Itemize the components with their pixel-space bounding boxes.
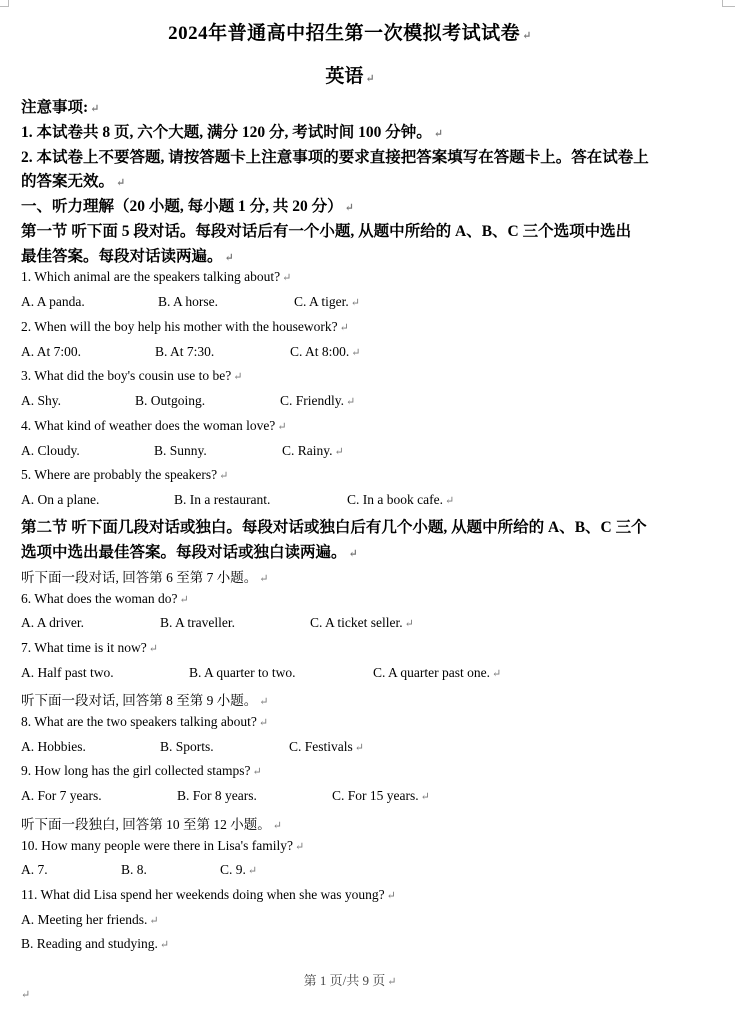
notice-item-2: 2. 本试卷上不要答题, 请按答题卡上注意事项的要求直接把答案填写在答题卡上。答在试卷上 (21, 149, 649, 166)
option-b: B. A quarter to two. (189, 665, 296, 680)
question-6: 6. What does the woman do? ↵ (21, 591, 189, 606)
option-c: C. Festivals ↵ (289, 739, 364, 754)
question-9: 9. How long has the girl collected stamps? ↵ (21, 763, 262, 778)
question-10-options (0, 862, 700, 882)
option-c: C. At 8:00. ↵ (290, 344, 361, 359)
notice-item-1: 1. 本试卷共 8 页, 六个大题, 满分 120 分, 考试时间 100 分钟。 ↵ (21, 124, 443, 141)
option-a: A. At 7:00. (21, 344, 82, 359)
page-corner-mark (0, 0, 9, 7)
option-b: B. Sunny. (154, 443, 207, 458)
part1-heading: 一、听力理解（20 小题, 每小题 1 分, 共 20 分） ↵ (21, 198, 354, 215)
option-c: C. In a book cafe. ↵ (347, 492, 455, 507)
question-4: 4. What kind of weather does the woman love? ↵ (21, 418, 287, 433)
question-9-options (0, 788, 700, 808)
option-b: B. A traveller. (160, 615, 235, 630)
option-b: B. In a restaurant. (174, 492, 271, 507)
notice-item-2-cont: 的答案无效。 ↵ (21, 173, 126, 190)
question-8: 8. What are the two speakers talking about? ↵ (21, 714, 269, 729)
option-a: A. Hobbies. (21, 739, 86, 754)
option-b: B. Reading and studying. ↵ (21, 936, 170, 951)
question-3-options (0, 393, 700, 413)
option-b: B. For 8 years. (177, 788, 257, 803)
section1-instructions-cont: 最佳答案。每段对话读两遍。 ↵ (21, 248, 234, 265)
question-10: 10. How many people were there in Lisa's family? ↵ (21, 838, 305, 853)
question-4-options (0, 443, 700, 463)
option-a: A. Cloudy. (21, 443, 80, 458)
listening-instruction: 听下面一段独白, 回答第 10 至第 12 小题。 ↵ (21, 817, 282, 832)
question-5: 5. Where are probably the speakers? ↵ (21, 467, 229, 482)
option-a: A. Shy. (21, 393, 62, 408)
option-b: B. Outgoing. (135, 393, 206, 408)
question-2: 2. When will the boy help his mother with the housework? ↵ (21, 319, 349, 334)
option-b: B. A horse. (158, 294, 219, 309)
page-corner-mark (722, 0, 735, 7)
section1-instructions: 第一节 听下面 5 段对话。每段对话后有一个小题, 从题中所给的 A、B、C 三个选项中选出 (21, 223, 632, 240)
listening-instruction: 听下面一段对话, 回答第 6 至第 7 小题。 ↵ (21, 570, 269, 585)
notice-heading: 注意事项: ↵ (21, 99, 100, 116)
exam-title: 2024年普通高中招生第一次模拟考试试卷 ↵ (168, 23, 532, 44)
option-a: A. Half past two. (21, 665, 114, 680)
option-b: B. At 7:30. (155, 344, 215, 359)
question-3: 3. What did the boy's cousin use to be? ↵ (21, 368, 243, 383)
section2-instructions-cont: 选项中选出最佳答案。每段对话或独白读两遍。 ↵ (21, 544, 358, 561)
option-a: A. A panda. (21, 294, 85, 309)
option-a: A. Meeting her friends. ↵ (21, 912, 159, 927)
option-a: A. For 7 years. (21, 788, 102, 803)
question-1: 1. Which animal are the speakers talking about? ↵ (21, 269, 292, 284)
exam-subject: 英语 ↵ (325, 66, 375, 87)
question-7-options (0, 665, 700, 685)
listening-instruction: 听下面一段对话, 回答第 8 至第 9 小题。 ↵ (21, 693, 269, 708)
option-c: C. For 15 years. ↵ (332, 788, 430, 803)
question-11: 11. What did Lisa spend her weekends doing when she was young? ↵ (21, 887, 396, 902)
option-b: B. Sports. (160, 739, 214, 754)
option-c: C. A quarter past one. ↵ (373, 665, 502, 680)
paragraph-mark: ↵ (21, 989, 31, 1001)
option-c: C. Friendly. ↵ (280, 393, 356, 408)
option-c: C. Rainy. ↵ (282, 443, 344, 458)
option-c: C. A ticket seller. ↵ (310, 615, 414, 630)
option-b: B. 8. (121, 862, 147, 877)
option-c: C. A tiger. ↵ (294, 294, 360, 309)
question-1-options (0, 294, 700, 314)
option-c: C. 9. ↵ (220, 862, 258, 877)
question-6-options (0, 615, 700, 635)
question-5-options (0, 492, 700, 512)
question-8-options (0, 739, 700, 759)
section2-instructions: 第二节 听下面几段对话或独白。每段对话或独白后有几个小题, 从题中所给的 A、B、C 三个 (21, 519, 647, 536)
option-a: A. 7. (21, 862, 48, 877)
option-a: A. A driver. (21, 615, 84, 630)
page-number: 第 1 页/共 9 页 ↵ (303, 973, 397, 988)
question-2-options (0, 344, 700, 364)
question-7: 7. What time is it now? ↵ (21, 640, 158, 655)
option-a: A. On a plane. (21, 492, 100, 507)
